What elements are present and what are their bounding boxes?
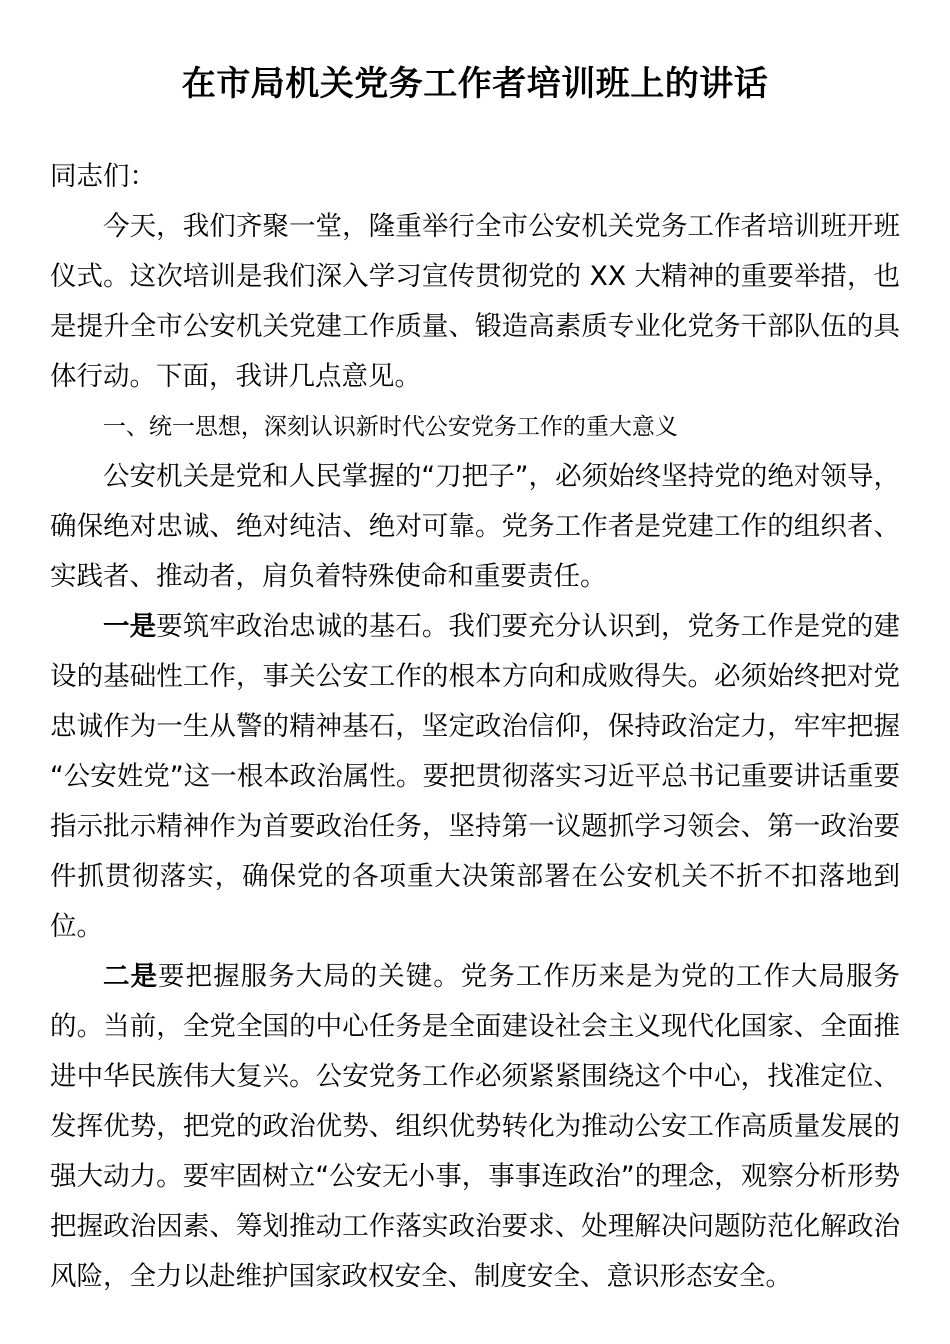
paragraph-opening: 今天，我们齐聚一堂，隆重举行全市公安机关党务工作者培训班开班仪式。这次培训是我们深入学习宣传贯彻党的 XX 大精神的重要举措，也是提升全市公安机关党建工作质量、锻造高素质专业化党务干部队伍的具体行动。下面，我讲几点意见。 xyxy=(50,211,900,392)
point-one-text: 要筑牢政治忠诚的基石。我们要充分认识到，党务工作是党的建设的基础性工作，事关公安工作的根本方向和成败得失。必须始终把对党忠诚作为一生从警的精神基石，坚定政治信仰，保持政治定力，牢牢把握“公安姓党”这一根本政治属性。要把贯彻落实习近平总书记重要讲话重要指示批示精神作为首要政治任务，坚持第一议题抓学习领会、第一政治要件抓贯彻落实，确保党的各项重大决策部署在公安机关不折不扣落地到位。 xyxy=(50,611,901,942)
salutation: 同志们： xyxy=(50,161,156,192)
section-heading-one: 一、统一思想，深刻认识新时代公安党务工作的重大意义 xyxy=(102,414,678,440)
paragraph-point-two xyxy=(50,952,900,1302)
document-body xyxy=(0,106,950,1302)
paragraph-section-one-intro: 公安机关是党和人民掌握的“刀把子”，必须始终坚持党的绝对领导，确保绝对忠诚、绝对纯洁、绝对可靠。党务工作者是党建工作的组织者、实践者、推动者，肩负着特殊使命和重要责任。 xyxy=(50,461,900,592)
page-title: 在市局机关党务工作者培训班上的讲话 xyxy=(181,64,769,104)
point-two-lead: 二是 xyxy=(103,961,159,992)
point-one-lead: 一是 xyxy=(103,611,157,642)
paragraph-point-one xyxy=(50,602,900,952)
point-two-text: 要把握服务大局的关键。党务工作历来是为党的工作大局服务的。当前，全党全国的中心任务是全面建设社会主义现代化国家、全面推进中华民族伟大复兴。公安党务工作必须紧紧围绕这个中心，找准定位、发挥优势，把党的政治优势、组织优势转化为推动公安工作高质量发展的强大动力。要牢固树立“公安无小事，事事连政治”的理念，观察分析形势把握政治因素、筹划推动工作落实政治要求、处理解决问题防范化解政治风险，全力以赴维护国家政权安全、制度安全、意识形态安全。 xyxy=(50,961,901,1292)
